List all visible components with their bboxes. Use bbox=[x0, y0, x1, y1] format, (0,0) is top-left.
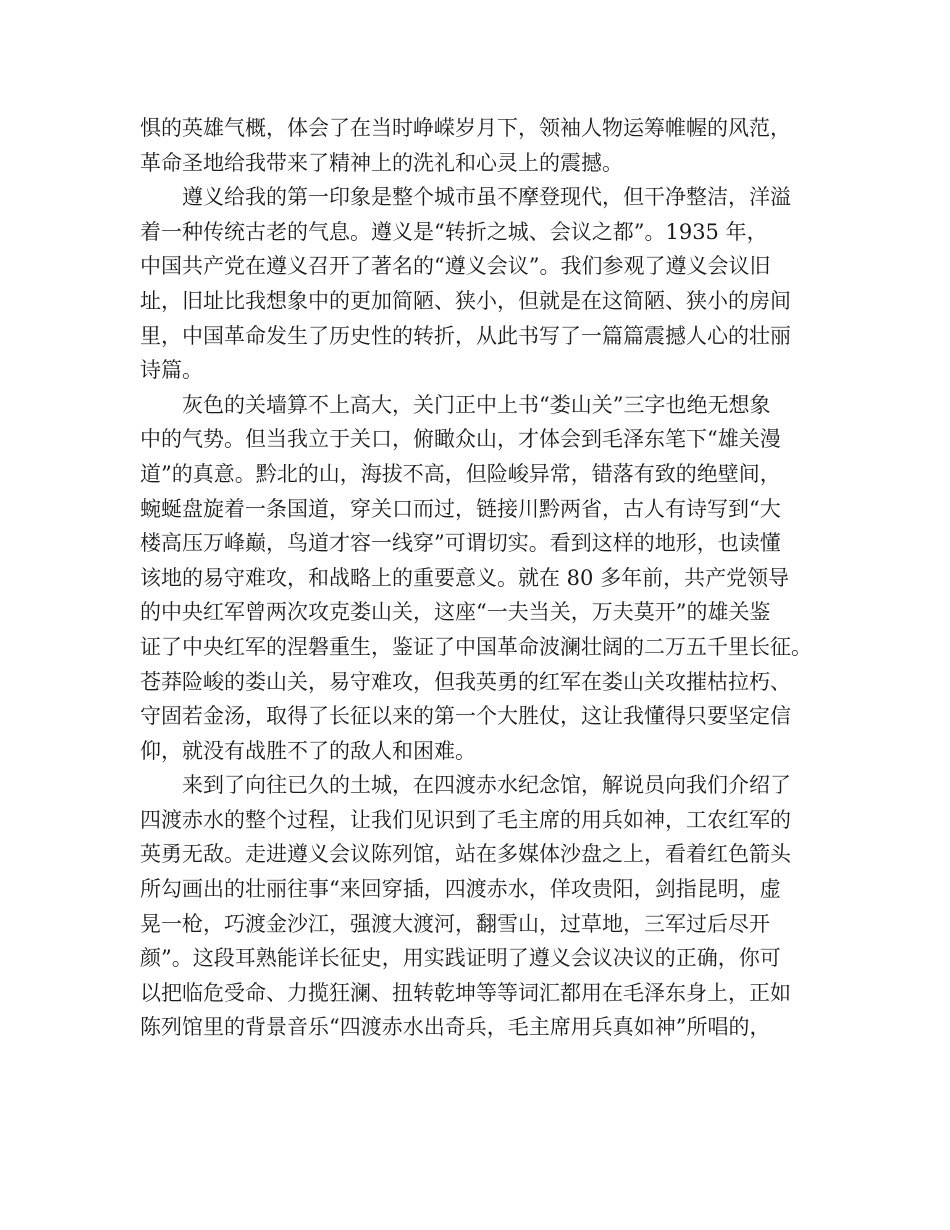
text-line: 惧的英雄气概，体会了在当时峥嵘岁月下，领袖人物运筹帷幄的风范， bbox=[140, 116, 791, 140]
text-line: 革命圣地给我带来了精神上的洗礼和心灵上的震撼。 bbox=[140, 150, 623, 175]
text-line: 英勇无敌。走进遵义会议陈列馆，站在多媒体沙盘之上，看着红色箭头 bbox=[140, 842, 791, 867]
text-line: 里，中国革命发生了历史性的转折，从此书写了一篇篇震撼人心的壮丽 bbox=[140, 323, 791, 348]
text-line: 晃一枪，巧渡金沙江，强渡大渡河，翻雪山，过草地，三军过后尽开 bbox=[140, 911, 770, 936]
text-line: 中国共产党在遵义召开了著名的“遵义会议”。我们参观了遵义会议旧 bbox=[140, 254, 771, 279]
text-line: 楼高压万峰巅，鸟道才容一线穿”可谓切实。看到这样的地形，也读懂 bbox=[140, 531, 781, 556]
text-line: 四渡赤水的整个过程，让我们见识到了毛主席的用兵如神，工农红军的 bbox=[140, 807, 791, 832]
body-text bbox=[140, 111, 845, 1045]
text-line: 的中央红军曾两次攻克娄山关，这座“一夫当关，万夫莫开”的雄关鉴 bbox=[140, 600, 771, 625]
text-line: 证了中央红军的涅磐重生，鉴证了中国革命波澜壮阔的二万五千里长征。 bbox=[140, 634, 812, 659]
paragraph-start-line: 遵义给我的第一印象是整个城市虽不摩登现代，但干净整洁，洋溢 bbox=[182, 185, 791, 210]
text-line: 守固若金汤，取得了长征以来的第一个大胜仗，这让我懂得只要坚定信 bbox=[140, 704, 791, 729]
paragraph-start-line: 来到了向往已久的土城，在四渡赤水纪念馆，解说员向我们介绍了 bbox=[182, 773, 791, 798]
text-line: 着一种传统古老的气息。遵义是“转折之城、会议之都”。1935 年， bbox=[140, 219, 768, 244]
text-line: 址，旧址比我想象中的更加简陋、狭小，但就是在这简陋、狭小的房间 bbox=[140, 288, 791, 313]
text-line: 蜿蜒盘旋着一条国道，穿关口而过，链接川黔两省，古人有诗写到“大 bbox=[140, 496, 781, 521]
text-line: 仰，就没有战胜不了的敌人和困难。 bbox=[140, 738, 476, 763]
text-line: 道”的真意。黔北的山，海拔不高，但险峻异常，错落有致的绝壁间， bbox=[140, 461, 781, 486]
text-line: 颜”。这段耳熟能详长征史，用实践证明了遵义会议决议的正确，你可 bbox=[140, 946, 781, 971]
text-line: 该地的易守难攻，和战略上的重要意义。就在 80 多年前，共产党领导 bbox=[140, 565, 790, 590]
text-line: 中的气势。但当我立于关口，俯瞰众山，才体会到毛泽东笔下“雄关漫 bbox=[140, 427, 781, 452]
text-line: 诗篇。 bbox=[140, 358, 203, 383]
text-line: 以把临危受命、力揽狂澜、扭转乾坤等等词汇都用在毛泽东身上，正如 bbox=[140, 980, 791, 1005]
text-line: 陈列馆里的背景音乐“四渡赤水出奇兵，毛主席用兵真如神”所唱的， bbox=[140, 1015, 771, 1040]
text-line: 所勾画出的壮丽往事“来回穿插，四渡赤水，佯攻贵阳，剑指昆明，虚 bbox=[140, 877, 781, 902]
paragraph-start-line: 灰色的关墙算不上高大，关门正中上书“娄山关”三字也绝无想象 bbox=[182, 392, 771, 417]
text-line: 苍莽险峻的娄山关，易守难攻，但我英勇的红军在娄山关攻摧枯拉朽、 bbox=[140, 669, 791, 694]
